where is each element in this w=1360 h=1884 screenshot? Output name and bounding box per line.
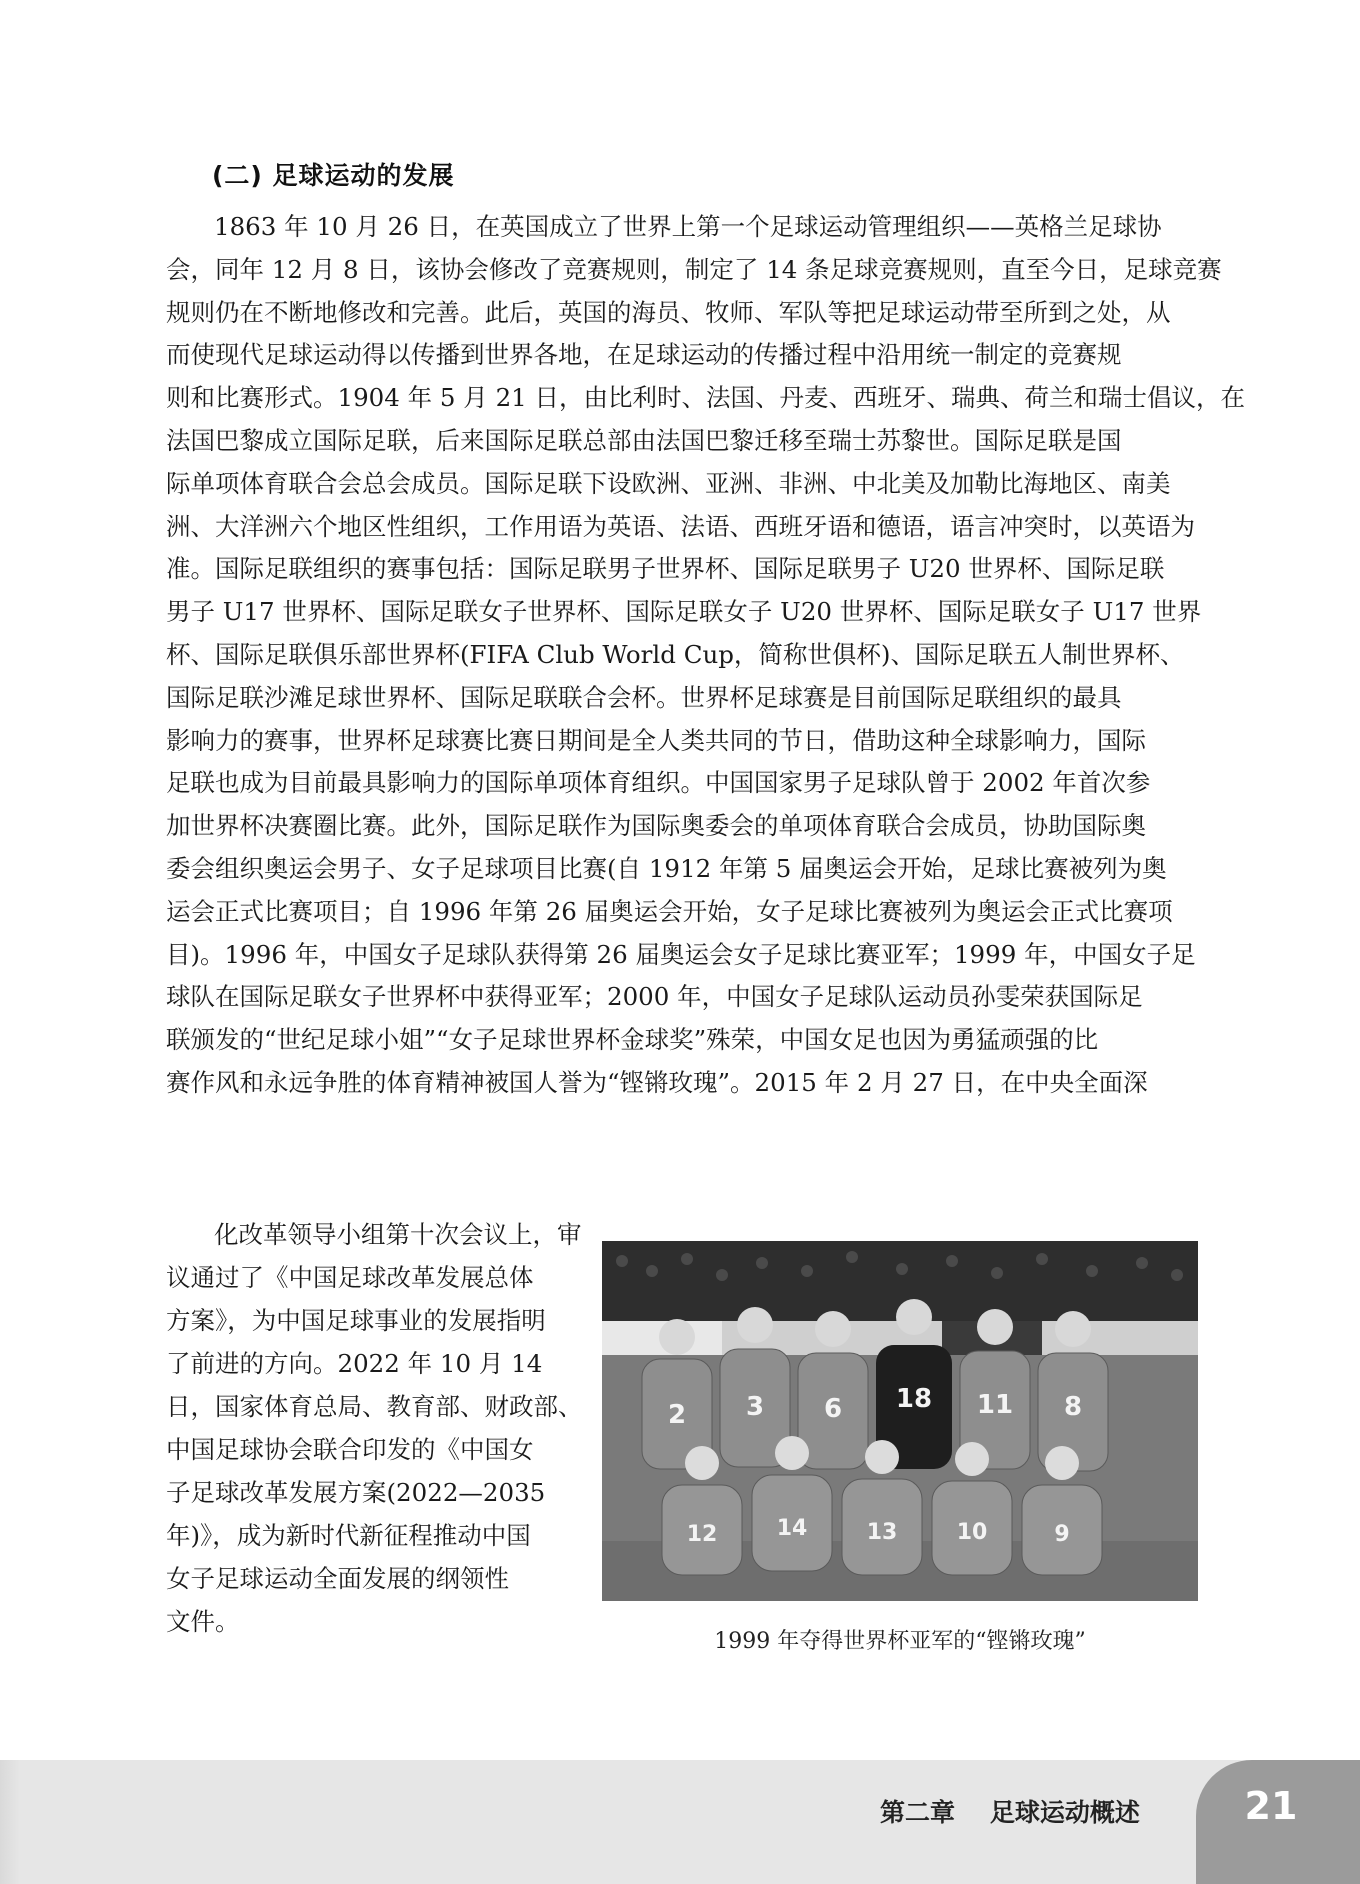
jersey-number: 10 bbox=[956, 1520, 988, 1545]
text-line: 杯、国际足联俱乐部世界杯(FIFA Club World Cup，简称世俱杯)、国际足联五人制世界杯、 bbox=[166, 639, 1185, 669]
jersey-number: 11 bbox=[976, 1390, 1014, 1420]
text-line: 子足球改革发展方案(2022—2035 bbox=[166, 1478, 546, 1507]
body-paragraph-continued bbox=[166, 1213, 583, 1643]
footer-edge bbox=[0, 1760, 20, 1884]
text-line: 则和比赛形式。1904 年 5 月 21 日，由比利时、法国、丹麦、西班牙、瑞典、荷兰和瑞士倡议，在 bbox=[166, 383, 1246, 413]
text-line: 准。国际足联组织的赛事包括：国际足联男子世界杯、国际足联男子 U20 世界杯、国际足联 bbox=[166, 554, 1165, 584]
text-line: 影响力的赛事，世界杯足球赛比赛日期间是全人类共同的节日，借助这种全球影响力，国际 bbox=[166, 725, 1146, 755]
text-line: 1863 年 10 月 26 日，在英国成立了世界上第一个足球运动管理组织——英格兰足球协 bbox=[214, 212, 1162, 241]
text-line: 足联也成为目前最具影响力的国际单项体育组织。中国国家男子足球队曾于 2002 年首次参 bbox=[166, 768, 1151, 798]
text-line: 了前进的方向。2022 年 10 月 14 bbox=[166, 1349, 543, 1378]
text-line: 国际足联沙滩足球世界杯、国际足联联合会杯。世界杯足球赛是目前国际足联组织的最具 bbox=[166, 682, 1122, 712]
text-line: 目)。1996 年，中国女子足球队获得第 26 届奥运会女子足球比赛亚军；1999 年，中国女子足 bbox=[166, 939, 1196, 969]
jersey-number: 12 bbox=[686, 1522, 718, 1547]
text-line: 化改革领导小组第十次会议上，审 bbox=[214, 1220, 582, 1249]
text-line: 联颁发的“世纪足球小姐”“女子足球世界杯金球奖”殊荣，中国女足也因为勇猛顽强的比 bbox=[166, 1025, 1099, 1055]
text-line: 赛作风和永远争胜的体育精神被国人誉为“铿锵玫瑰”。2015 年 2 月 27 日，在中央全面深 bbox=[166, 1067, 1148, 1097]
team-photo bbox=[602, 1241, 1198, 1601]
text-line: 委会组织奥运会男子、女子足球项目比赛(自 1912 年第 5 届奥运会开始，足球比赛被列为奥 bbox=[166, 853, 1167, 883]
text-line: 年)》，成为新时代新征程推动中国 bbox=[166, 1521, 531, 1550]
text-line: 际单项体育联合会总会成员。国际足联下设欧洲、亚洲、非洲、中北美及加勒比海地区、南美 bbox=[166, 468, 1171, 498]
text-line: 法国巴黎成立国际足联，后来国际足联总部由法国巴黎迁移至瑞士苏黎世。国际足联是国 bbox=[166, 425, 1122, 455]
text-line: 日，国家体育总局、教育部、财政部、 bbox=[166, 1392, 583, 1421]
text-line: 会，同年 12 月 8 日，该协会修改了竞赛规则，制定了 14 条足球竞赛规则，直至今日，足球竞赛 bbox=[166, 254, 1222, 284]
jersey-number: 8 bbox=[1063, 1392, 1083, 1422]
jersey-number: 14 bbox=[776, 1516, 808, 1541]
text-line: 洲、大洋洲六个地区性组织，工作用语为英语、法语、西班牙语和德语，语言冲突时，以英语为 bbox=[166, 511, 1195, 541]
jersey-number: 6 bbox=[823, 1394, 843, 1424]
page-number: 21 bbox=[1244, 1784, 1298, 1828]
footer-band bbox=[0, 1760, 1360, 1884]
text-line: 男子 U17 世界杯、国际足联女子世界杯、国际足联女子 U20 世界杯、国际足联女子 U17 世界 bbox=[166, 597, 1202, 627]
text-line: 规则仍在不断地修改和完善。此后，英国的海员、牧师、军队等把足球运动带至所到之处，从 bbox=[166, 297, 1171, 327]
text-line: 而使现代足球运动得以传播到世界各地，在足球运动的传播过程中沿用统一制定的竞赛规 bbox=[166, 340, 1122, 370]
jersey-number: 9 bbox=[1054, 1522, 1070, 1547]
text-line: 文件。 bbox=[166, 1607, 240, 1636]
jersey-number: 18 bbox=[895, 1384, 933, 1414]
text-line: 运会正式比赛项目；自 1996 年第 26 届奥运会开始，女子足球比赛被列为奥运会正式比赛项 bbox=[166, 896, 1173, 926]
team-photo-illustration bbox=[602, 1241, 1198, 1601]
section-heading: (二) 足球运动的发展 bbox=[212, 161, 455, 190]
text-line: 议通过了《中国足球改革发展总体 bbox=[166, 1263, 534, 1292]
jersey-number: 3 bbox=[745, 1392, 765, 1422]
text-line: 球队在国际足联女子世界杯中获得亚军；2000 年，中国女子足球队运动员孙雯荣获国际足 bbox=[166, 982, 1143, 1012]
photo-caption: 1999 年夺得世界杯亚军的“铿锵玫瑰” bbox=[714, 1629, 1086, 1654]
body-paragraph bbox=[166, 206, 1246, 1105]
text-line: 中国足球协会联合印发的《中国女 bbox=[166, 1435, 534, 1464]
jersey-number: 2 bbox=[667, 1400, 687, 1430]
chapter-label: 第二章 足球运动概述 bbox=[880, 1798, 1140, 1827]
text-line: 女子足球运动全面发展的纲领性 bbox=[166, 1564, 509, 1593]
text-line: 方案》，为中国足球事业的发展指明 bbox=[166, 1306, 546, 1335]
jersey-number: 13 bbox=[866, 1520, 898, 1545]
text-line: 加世界杯决赛圈比赛。此外，国际足联作为国际奥委会的单项体育联合会成员，协助国际奥 bbox=[166, 811, 1146, 841]
